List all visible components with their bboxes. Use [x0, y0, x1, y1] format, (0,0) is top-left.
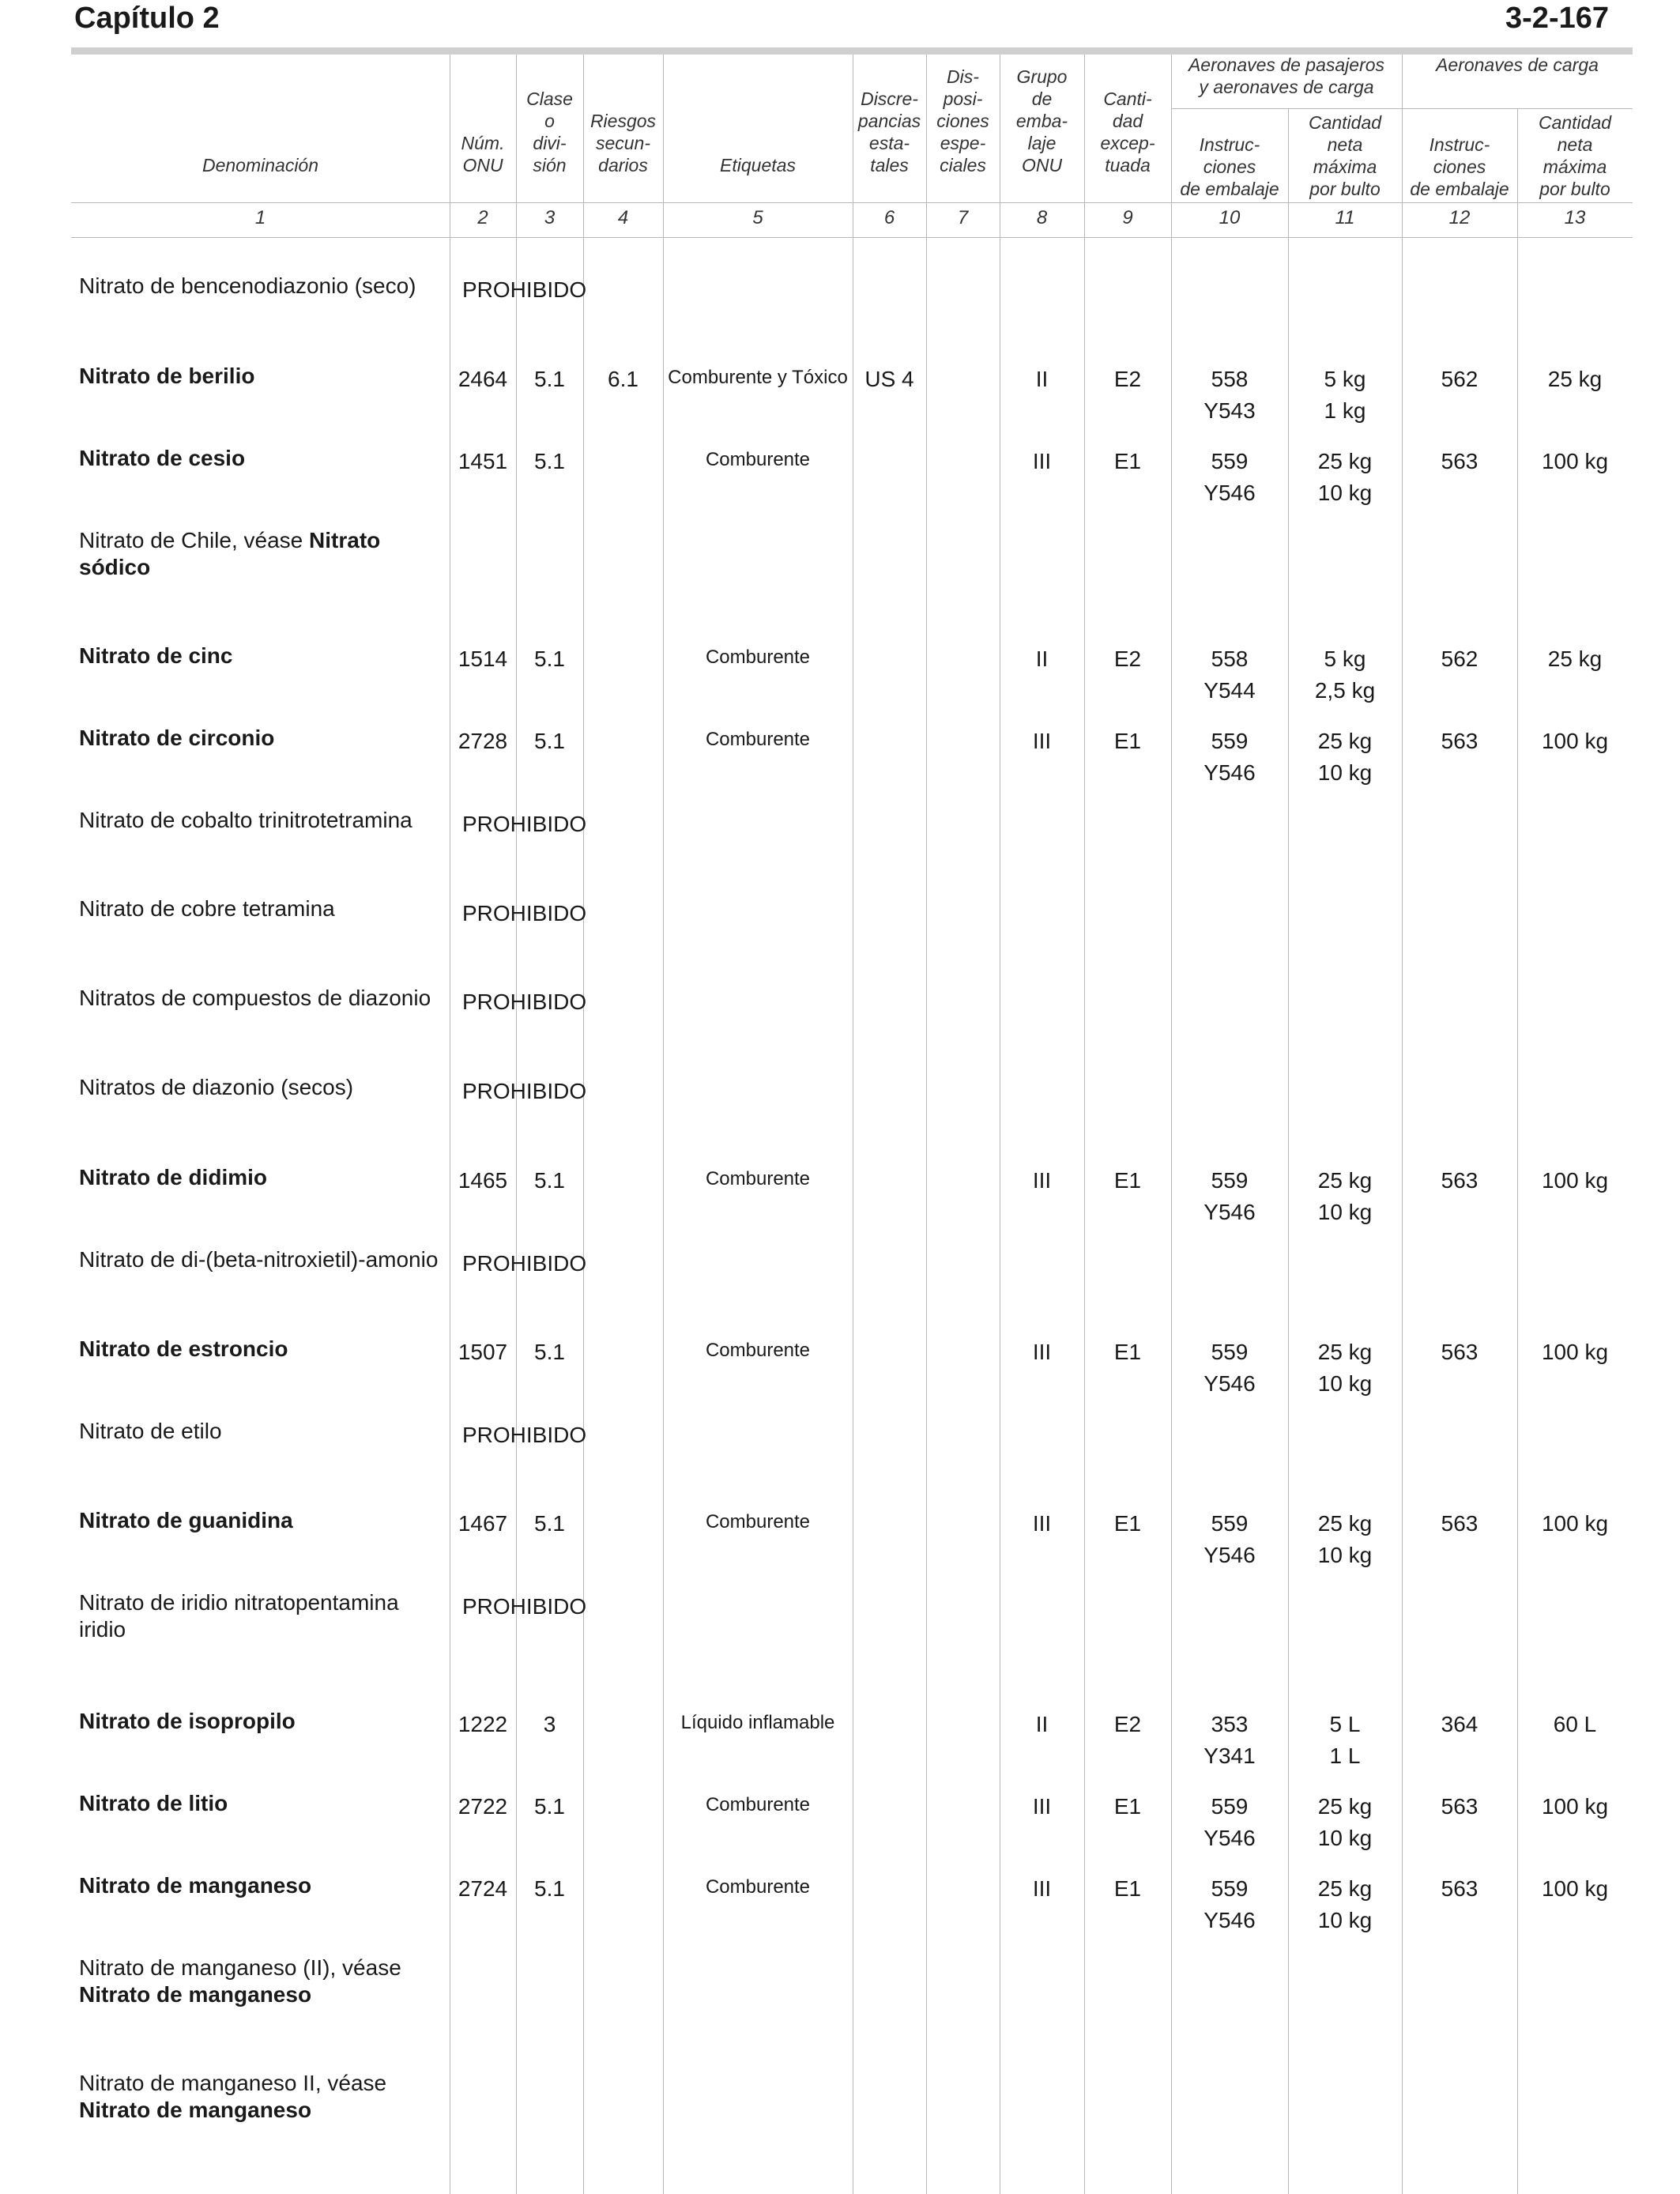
un-number: 1507 — [458, 1340, 508, 1364]
entry-name: Nitrato de cobalto trinitrotetramina — [79, 808, 412, 832]
column-number: 1 — [254, 207, 266, 228]
class-division: 5.1 — [534, 1340, 565, 1364]
cargo-packing-instruction: 563 — [1441, 729, 1478, 753]
passenger-packing-instruction: 353 Y341 — [1203, 1712, 1256, 1768]
header-denominacion: Denominación — [202, 155, 319, 175]
header-un-number: Núm. ONU — [461, 133, 505, 175]
hazard-labels: Comburente — [705, 729, 811, 750]
class-division: 5.1 — [534, 1168, 565, 1193]
passenger-packing-instruction: 559 Y546 — [1203, 729, 1256, 785]
class-division: 5.1 — [534, 1511, 565, 1536]
column-number: 12 — [1448, 207, 1471, 228]
passenger-packing-instruction: 559 Y546 — [1203, 1794, 1256, 1850]
cargo-max-quantity: 100 kg — [1541, 1340, 1609, 1364]
un-number: 1451 — [458, 449, 508, 473]
un-number: 2728 — [458, 729, 508, 753]
entry-name: Nitrato de cobre tetramina — [79, 896, 335, 921]
group-header-rule — [1171, 108, 1633, 109]
passenger-packing-instruction: 559 Y546 — [1203, 1340, 1256, 1396]
excepted-quantity: E1 — [1113, 1876, 1142, 1901]
passenger-max-quantity: 25 kg 10 kg — [1317, 1511, 1373, 1567]
cargo-max-quantity: 100 kg — [1541, 1794, 1609, 1819]
prohibited-status: PROHIBIDO — [462, 990, 587, 1014]
packing-group: III — [1032, 729, 1052, 753]
state-variation: US 4 — [864, 367, 914, 391]
prohibited-status: PROHIBIDO — [462, 1251, 587, 1276]
header-cargo-packing-instructions: Instruc- ciones de embalaje — [1410, 134, 1509, 199]
passenger-max-quantity: 25 kg 10 kg — [1317, 1340, 1373, 1396]
passenger-max-quantity: 5 kg 2,5 kg — [1314, 647, 1376, 703]
passenger-max-quantity: 25 kg 10 kg — [1317, 1876, 1373, 1932]
header-passenger-max-quantity: Cantidad neta máxima por bulto — [1308, 112, 1382, 199]
hazard-labels: Comburente — [705, 1876, 811, 1898]
column-number: 4 — [617, 207, 629, 228]
cargo-packing-instruction: 562 — [1441, 367, 1478, 391]
passenger-packing-instruction: 559 Y546 — [1203, 1168, 1256, 1224]
packing-group: II — [1035, 1712, 1049, 1736]
cargo-packing-instruction: 562 — [1441, 647, 1478, 671]
header-special-provisions: Dis- posi- ciones espe- ciales — [936, 66, 989, 175]
hazard-labels: Comburente — [705, 1168, 811, 1189]
header-packing-group: Grupo de emba- laje ONU — [1015, 66, 1068, 175]
un-number: 2464 — [458, 367, 508, 391]
hazard-labels: Comburente — [705, 647, 811, 668]
entry-name: Nitrato de circonio — [79, 726, 275, 750]
entry-name: Nitrato de isopropilo — [79, 1709, 296, 1733]
cargo-packing-instruction: 563 — [1441, 449, 1478, 473]
column-number: 13 — [1564, 207, 1586, 228]
header-cargo-max-quantity: Cantidad neta máxima por bulto — [1538, 112, 1612, 199]
header-state-variations: Discre- pancias esta- tales — [857, 89, 921, 175]
entry-name: Nitrato de etilo — [79, 1419, 222, 1443]
passenger-packing-instruction: 559 Y546 — [1203, 1511, 1256, 1567]
column-number: 5 — [752, 207, 763, 228]
passenger-max-quantity: 5 L 1 L — [1329, 1712, 1361, 1768]
hazard-labels: Comburente — [705, 1794, 811, 1815]
subsidiary-risk: 6.1 — [608, 367, 638, 391]
header-cargo-aircraft: Aeronaves de carga — [1436, 55, 1599, 75]
class-division: 5.1 — [534, 729, 565, 753]
excepted-quantity: E1 — [1113, 1168, 1142, 1193]
entry-name: Nitrato de di-(beta-nitroxietil)-amonio — [79, 1247, 439, 1272]
packing-group: III — [1032, 1168, 1052, 1193]
packing-group: III — [1032, 1511, 1052, 1536]
passenger-packing-instruction: 558 Y543 — [1203, 367, 1256, 423]
excepted-quantity: E2 — [1113, 367, 1142, 391]
entry-name: Nitrato de didimio — [79, 1165, 267, 1189]
header-excepted-quantity: Canti- dad excep- tuada — [1100, 89, 1155, 175]
header-subsidiary-risks: Riesgos secun- darios — [590, 111, 657, 175]
cargo-max-quantity: 100 kg — [1541, 1168, 1609, 1193]
entry-name: Nitratos de diazonio (secos) — [79, 1075, 354, 1099]
entry-name: Nitrato de cinc — [79, 643, 233, 668]
packing-group: III — [1032, 449, 1052, 473]
column-number: 2 — [477, 207, 488, 228]
passenger-packing-instruction: 559 Y546 — [1203, 1876, 1256, 1932]
hazard-labels: Comburente — [705, 1340, 811, 1361]
prohibited-status: PROHIBIDO — [462, 1594, 587, 1619]
packing-group: III — [1032, 1340, 1052, 1364]
class-division: 5.1 — [534, 1876, 565, 1901]
excepted-quantity: E1 — [1113, 1340, 1142, 1364]
passenger-max-quantity: 5 kg 1 kg — [1324, 367, 1366, 423]
cargo-max-quantity: 100 kg — [1541, 449, 1609, 473]
cargo-max-quantity: 100 kg — [1541, 1876, 1609, 1901]
column-number: 3 — [544, 207, 556, 228]
hazard-labels: Comburente — [705, 449, 811, 470]
un-number: 1465 — [458, 1168, 508, 1193]
entry-name: Nitrato de Chile, véase Nitrato sódico — [79, 528, 381, 579]
entry-name: Nitrato de cesio — [79, 446, 246, 470]
prohibited-status: PROHIBIDO — [462, 277, 587, 302]
passenger-max-quantity: 25 kg 10 kg — [1317, 1794, 1373, 1850]
un-number: 2722 — [458, 1794, 508, 1819]
cargo-max-quantity: 25 kg — [1547, 367, 1603, 391]
hazard-labels: Comburente y Tóxico — [668, 367, 848, 388]
column-number: 8 — [1036, 207, 1048, 228]
cargo-packing-instruction: 563 — [1441, 1511, 1478, 1536]
class-division: 5.1 — [534, 1794, 565, 1819]
entry-name: Nitrato de manganeso — [79, 1873, 312, 1898]
cargo-packing-instruction: 563 — [1441, 1340, 1478, 1364]
cargo-max-quantity: 100 kg — [1541, 729, 1609, 753]
passenger-packing-instruction: 559 Y546 — [1203, 449, 1256, 505]
header-labels: Etiquetas — [720, 155, 796, 175]
cargo-packing-instruction: 364 — [1441, 1712, 1478, 1736]
passenger-packing-instruction: 558 Y544 — [1203, 647, 1256, 703]
column-number-rule — [71, 237, 1633, 238]
class-division: 5.1 — [534, 647, 565, 671]
packing-group: III — [1032, 1794, 1052, 1819]
un-number: 1467 — [458, 1511, 508, 1536]
packing-group: II — [1035, 647, 1049, 671]
column-number: 11 — [1335, 207, 1355, 228]
column-number: 9 — [1122, 207, 1133, 228]
class-division: 5.1 — [534, 367, 565, 391]
passenger-max-quantity: 25 kg 10 kg — [1317, 449, 1373, 505]
packing-group: III — [1032, 1876, 1052, 1901]
excepted-quantity: E1 — [1113, 449, 1142, 473]
cargo-max-quantity: 25 kg — [1547, 647, 1603, 671]
cargo-packing-instruction: 563 — [1441, 1168, 1478, 1193]
column-divider — [926, 55, 927, 2194]
excepted-quantity: E1 — [1113, 729, 1142, 753]
excepted-quantity: E1 — [1113, 1511, 1142, 1536]
un-number: 1514 — [458, 647, 508, 671]
passenger-max-quantity: 25 kg 10 kg — [1317, 729, 1373, 785]
cargo-packing-instruction: 563 — [1441, 1794, 1478, 1819]
entry-name: Nitrato de manganeso (II), véase Nitrato de manganeso — [79, 1955, 401, 2007]
entry-name: Nitrato de litio — [79, 1791, 228, 1815]
excepted-quantity: E1 — [1113, 1794, 1142, 1819]
header-passenger-aircraft: Aeronaves de pasajeros y aeronaves de carga — [1188, 55, 1385, 97]
entry-name: Nitrato de estroncio — [79, 1336, 288, 1361]
prohibited-status: PROHIBIDO — [462, 812, 587, 836]
entry-name: Nitrato de guanidina — [79, 1508, 293, 1532]
entry-name: Nitratos de compuestos de diazonio — [79, 986, 431, 1010]
column-number: 7 — [957, 207, 969, 228]
entry-name: Nitrato de manganeso II, véase Nitrato de manganeso — [79, 2071, 387, 2122]
hazard-labels: Comburente — [705, 1511, 811, 1532]
column-number: 10 — [1219, 207, 1241, 228]
class-division: 3 — [543, 1712, 556, 1736]
prohibited-status: PROHIBIDO — [462, 901, 587, 925]
cargo-max-quantity: 60 L — [1553, 1712, 1597, 1736]
passenger-max-quantity: 25 kg 10 kg — [1317, 1168, 1373, 1224]
cargo-max-quantity: 100 kg — [1541, 1511, 1609, 1536]
prohibited-status: PROHIBIDO — [462, 1423, 587, 1447]
entry-name: Nitrato de berilio — [79, 364, 255, 388]
packing-group: II — [1035, 367, 1049, 391]
chapter-title: Capítulo 2 — [74, 2, 220, 35]
class-division: 5.1 — [534, 449, 565, 473]
header-class: Clase o divi- sión — [526, 89, 573, 175]
hazard-labels: Líquido inflamable — [680, 1712, 835, 1733]
excepted-quantity: E2 — [1113, 647, 1142, 671]
excepted-quantity: E2 — [1113, 1712, 1142, 1736]
header-passenger-packing-instructions: Instruc- ciones de embalaje — [1180, 134, 1279, 199]
cargo-packing-instruction: 563 — [1441, 1876, 1478, 1901]
un-number: 2724 — [458, 1876, 508, 1901]
entry-name: Nitrato de iridio nitratopentamina iridio — [79, 1590, 399, 1642]
header-bottom-rule — [71, 202, 1633, 203]
column-number: 6 — [883, 207, 895, 228]
page-number: 3-2-167 — [1505, 2, 1609, 35]
entry-name: Nitrato de bencenodiazonio (seco) — [79, 273, 416, 298]
prohibited-status: PROHIBIDO — [462, 1079, 587, 1103]
un-number: 1222 — [458, 1712, 508, 1736]
